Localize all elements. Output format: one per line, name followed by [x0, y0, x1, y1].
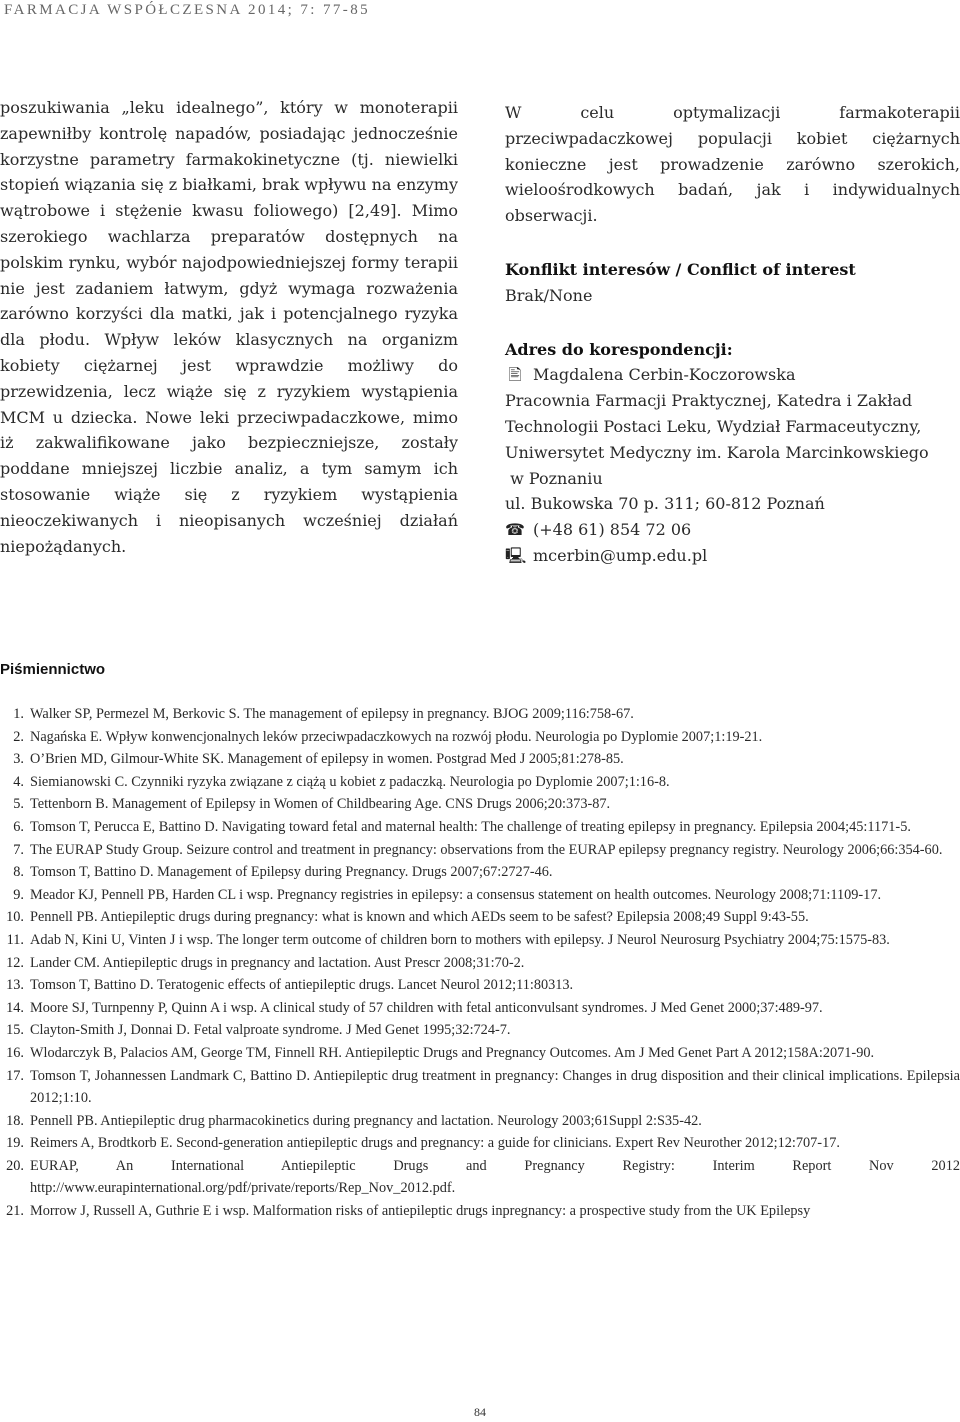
reference-number: 18. — [6, 1112, 24, 1129]
reference-number: 15. — [6, 1022, 24, 1039]
conflict-value: Brak/None — [505, 285, 593, 305]
reference-item — [0, 816, 960, 839]
reference-list — [0, 703, 960, 1223]
reference-item — [0, 1065, 960, 1110]
reference-item — [0, 861, 960, 884]
reference-text: Tomson T, Battino D. Management of Epilepsy during Pregnancy. Drugs 2007;67:2727-46. — [30, 864, 553, 881]
affiliation-line: Pracownia Farmacji Praktycznej, Katedra i Zakład — [505, 391, 913, 411]
reference-number: 16. — [6, 1044, 24, 1061]
telephone-icon: ☎ — [505, 520, 525, 540]
affiliation-line: Technologii Postaci Leku, Wydział Farmaceutyczny, — [505, 416, 922, 436]
reference-item — [0, 793, 960, 816]
reference-text: O’Brien MD, Gilmour-White SK. Management of epilepsy in women. Postgrad Med J 2005;81:278-85. — [30, 751, 624, 768]
reference-item — [0, 952, 960, 975]
left-column — [0, 95, 458, 559]
conclusion-paragraph: W celu optymalizacji farmakoterapii przeciwpadaczkowej populacji kobiet ciężarnych konieczne jest prowadzenie zarówno szerokich, wieloośrodkowych badań, jak i indywidualnych obserwacji. — [505, 103, 960, 226]
reference-number: 9. — [13, 886, 24, 903]
address-heading: Adres do korespondencji: — [505, 339, 733, 359]
reference-item — [0, 1155, 960, 1200]
reference-text: Clayton-Smith J, Donnai D. Fetal valproate syndrome. J Med Genet 1995;32:724-7. — [30, 1022, 511, 1039]
reference-text: Tomson T, Battino D. Teratogenic effects of antiepileptic drugs. Lancet Neurol 2012;11:80313. — [30, 977, 574, 994]
affiliation-line: w Poznaniu — [505, 468, 603, 488]
email-address: mcerbin@ump.edu.pl — [533, 545, 708, 565]
reference-text: Pennell PB. Antiepileptic drug pharmacokinetics during pregnancy and lactation. Neurology 2003;61Suppl 2:S35-42. — [30, 1112, 702, 1129]
reference-item — [0, 929, 960, 952]
reference-number: 11. — [6, 931, 24, 948]
author-line — [505, 362, 960, 388]
reference-number: 4. — [13, 773, 24, 790]
reference-text: Tomson T, Perucca E, Battino D. Navigating toward fetal and maternal health: The challenge of treating epilepsy in pregnancy. Epilepsia 2004;45:1171-5. — [30, 818, 911, 835]
reference-text: Pennell PB. Antiepileptic drugs during pregnancy: what is known and which AEDs seem to be safest? Epilepsia 2008;49 Suppl 9:43-55. — [30, 909, 809, 926]
letter-icon: 🖹 — [508, 365, 522, 385]
reference-text: Siemianowski C. Czynniki ryzyka związane z ciążą u kobiet z padaczką. Neurologia po Dyplomie 2007;1:16-8. — [30, 773, 670, 790]
phone-number: (+48 61) 854 72 06 — [533, 520, 692, 540]
conflict-heading: Konflikt interesów / Conflict of interest — [505, 259, 856, 279]
reference-number: 13. — [6, 977, 24, 994]
reference-item — [0, 1019, 960, 1042]
reference-text: Nagańska E. Wpływ konwencjonalnych leków przeciwpadaczkowych na rozwój płodu. Neurologia po Dyplomie 2007;1:19-21. — [30, 728, 763, 745]
reference-text: Morrow J, Russell A, Guthrie E i wsp. Malformation risks of antiepileptic drugs inpregnancy: a prospective study from the UK Epilepsy — [30, 1203, 811, 1220]
reference-item — [0, 1042, 960, 1065]
reference-number: 2. — [13, 728, 24, 745]
reference-item — [0, 703, 960, 726]
phone-line — [505, 517, 960, 543]
reference-item — [0, 748, 960, 771]
reference-item — [0, 839, 960, 862]
reference-number: 8. — [13, 864, 24, 881]
reference-text: Tomson T, Johannessen Landmark C, Battino D. Antiepileptic drug treatment in pregnancy: Changes in drug disposition and their clinical implications. Epilepsia 2012;1:10. — [30, 1067, 960, 1107]
reference-text: Lander CM. Antiepileptic drugs in pregnancy and lactation. Aust Prescr 2008;31:70-2. — [30, 954, 525, 971]
reference-number: 14. — [6, 999, 24, 1016]
reference-text: The EURAP Study Group. Seizure control and treatment in pregnancy: observations from the EURAP epilepsy pregnancy registry. Neurology 2006;66:354-60. — [30, 841, 943, 858]
reference-item — [0, 1132, 960, 1155]
email-line — [505, 543, 960, 569]
bibliography-title: Piśmiennictwo — [0, 661, 106, 678]
reference-text: Adab N, Kini U, Vinten J i wsp. The longer term outcome of children born to mothers with epilepsy. J Neurol Neurosurg Psychiatry 2004;75:1575-83. — [30, 931, 890, 948]
reference-text: Walker SP, Permezel M, Berkovic S. The management of epilepsy in pregnancy. BJOG 2009;116:758-67. — [30, 706, 634, 722]
reference-number: 5. — [13, 796, 24, 813]
reference-number: 12. — [6, 954, 24, 971]
reference-text: Reimers A, Brodtkorb E. Second-generation antiepileptic drugs and pregnancy: a guide for clinicians. Expert Rev Neurother 2012;12:707-17. — [30, 1135, 840, 1152]
reference-number: 10. — [6, 909, 24, 926]
reference-item — [0, 771, 960, 794]
page-number: 84 — [474, 1405, 486, 1419]
reference-number: 20. — [6, 1157, 24, 1174]
author-name: Magdalena Cerbin-Koczorowska — [533, 365, 796, 385]
reference-number: 7. — [13, 841, 24, 858]
reference-text: Tettenborn B. Management of Epilepsy in Women of Childbearing Age. CNS Drugs 2006;20:373-87. — [30, 796, 611, 813]
reference-text: Meador KJ, Pennell PB, Harden CL i wsp. Pregnancy registries in epilepsy: a consensus statement on health outcomes. Neurology 2008;71:1109-17. — [30, 886, 882, 903]
reference-item — [0, 974, 960, 997]
running-header — [0, 0, 960, 24]
reference-number: 17. — [6, 1067, 24, 1084]
journal-citation: FARMACJA WSPÓŁCZESNA 2014; 7: 77-85 — [4, 2, 370, 18]
street-address: ul. Bukowska 70 p. 311; 60-812 Poznań — [505, 494, 825, 514]
reference-text: Moore SJ, Turnpenny P, Quinn A i wsp. A clinical study of 57 children with fetal anticonvulsant syndromes. J Med Genet 2000;37:489-97. — [30, 999, 823, 1016]
body-paragraph: poszukiwania „leku idealnego”, który w monoterapii zapewniłby kontrolę napadów, posiadając jednocześnie korzystne parametry farmakokinetyczne (tj. niewielki stopień wiązania się z białkami, brak wpływu na enzymy wątrobowe i stężenie kwasu foliowego) [2,49]. Mimo szerokiego wachlarza preparatów dostępnych na polskim rynku, wybór najodpowiedniejszej formy terapii nie jest zadaniem łatwym, gdyż wymaga rozważenia zarówno korzyści dla matki, jak i potencjalnego ryzyka dla płodu. Wpływ leków klasycznych na organizm kobiety ciężarnej jest wprawdzie możliwy do przewidzenia, lecz wiąże się z ryzykiem wystąpienia MCM u dziecka. Nowe leki przeciwpadaczkowe, mimo iż zakwalifikowane jako bezpieczniejsze, zostały poddane mniejszej liczbie analiz, a tym samym ich stosowanie wiąże się z ryzykiem wystąpienia nieoczekiwanych i nieopisanych wcześniej działań niepożądanych. — [0, 98, 458, 556]
reference-number: 19. — [6, 1135, 24, 1152]
reference-number: 6. — [13, 818, 24, 835]
reference-text: Wlodarczyk B, Palacios AM, George TM, Finnell RH. Antiepileptic Drugs and Pregnancy Outcomes. Am J Med Genet Part A 2012;158A:2071-90. — [30, 1044, 875, 1061]
reference-number: 21. — [6, 1203, 24, 1220]
reference-item — [0, 1200, 960, 1223]
reference-number: 3. — [13, 751, 24, 768]
reference-number: 1. — [13, 706, 24, 722]
reference-item — [0, 997, 960, 1020]
reference-item — [0, 906, 960, 929]
reference-text: EURAP, An International Antiepileptic Drugs and Pregnancy Registry: Interim Report Nov 2012 http://www.eurapinternational.org/pdf/private/reports/Rep_Nov_2012.pdf. — [30, 1157, 960, 1197]
affiliation-line: Uniwersytet Medyczny im. Karola Marcinkowskiego — [505, 442, 929, 462]
computer-icon: 🖳 — [505, 545, 527, 565]
reference-item — [0, 726, 960, 749]
reference-item — [0, 884, 960, 907]
reference-item — [0, 1110, 960, 1133]
right-column — [505, 100, 960, 569]
